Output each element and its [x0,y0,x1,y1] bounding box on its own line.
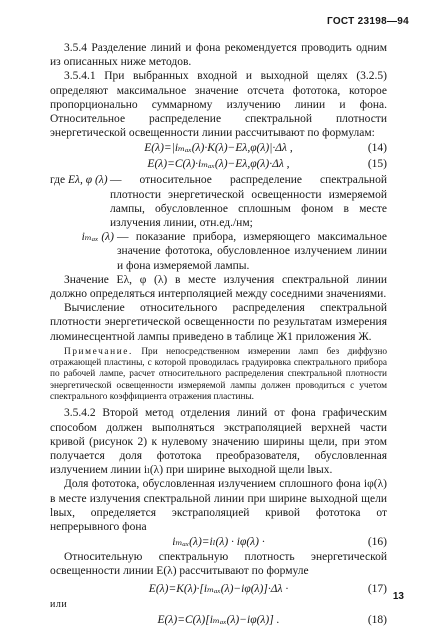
or-conjunction: или [50,598,68,610]
formula-17-number: (17) [367,582,387,595]
formula-18-expr: E(λ)=C(λ)[iₘₐₓ(λ)−iφ(λ)] . [157,613,280,626]
standard-header: ГОСТ 23198—94 [326,16,409,27]
formula-14 [50,140,387,156]
paragraph-interpolation: Значение Eλ, φ (λ) в месте излучения спектральной линии должно определяться интерполяцией между соседними значениями. [50,273,387,301]
paragraph-calculation-reference: Вычисление относительного распределения спектральной плотности энергетической освещенности по результатам измерения люминесцентной лампы приведено в таблице Ж1 приложения Ж. [50,302,387,343]
definition-text: — относительное распределение спектральной плотности энергетической освещенности измеряемой лампы, обусловленное сплошным фоном в месте излучения линии, отн.ед./нм; [110,174,387,230]
document-body [50,41,387,628]
definition-e-lambda-phi [50,173,387,230]
formula-18-number: (18) [367,613,387,626]
section-3-5-4-1: 3.5.4.1 При выбранных входной и выходной щелях (3.2.5) определяют максимальное значение отсчета фототока, которое пропорционально суммарному излучению линии и фона. Относительное распределение спектральной плотности энергетической освещенности линии рассчитывают по формулам: [50,70,387,140]
note-text: При непосредственном измерении ламп без диффузно отражающей пластины, с которой проводилась градуировка спектрального прибора по рабочей лампе, расчет относительного распределения спектральной плотности энергетической освещенности измеряемой лампы должен проводиться с учетом спектрального коэффициента отражения пластины. [50,346,387,403]
definition-term: iₘₐₓ (λ) [81,231,114,244]
formula-16 [50,534,387,550]
section-3-5-4: 3.5.4 Разделение линий и фона рекомендуется проводить одним из описанных ниже методов. [50,42,387,69]
formula-14-number: (14) [367,142,387,155]
definitions [50,173,387,272]
definition-text: — показание прибора, измеряющего максимальное значение фототока, обусловленное излучением линии и фона измеряемой лампы. [117,231,387,272]
formula-17 [50,581,387,597]
formula-15-number: (15) [367,158,387,171]
formula-16-number: (16) [367,536,387,549]
paragraph-line-density: Относительную спектральную плотность энергетической освещенности линии E(λ) рассчитывают по формуле [50,551,387,578]
formula-15-expr: E(λ)=C(λ)·iₘₐₓ(λ)−Eλ,φ(λ)·Δλ , [147,158,290,171]
formula-18 [50,612,387,628]
definition-i-max [50,230,387,273]
note [50,347,387,403]
definition-term: где Eλ, φ (λ) [50,174,108,187]
formula-15 [50,156,387,172]
formula-14-expr: E(λ)=|iₘₐₓ(λ)·K(λ)−Eλ,φ(λ)|·Δλ , [144,142,293,155]
formula-17-expr: E(λ)=K(λ)·[iₘₐₓ(λ)−iφ(λ)]·Δλ · [148,582,289,595]
page-number: 13 [392,591,404,602]
note-label: Примечание. [64,346,133,357]
section-3-5-4-2: 3.5.4.2 Второй метод отделения линий от фона графическим способом должен выполняться экстраполяцией верхней части кривой (рисунок 2) к нулевому значению ширины щели, при этом получается доля фототока преобразователя, обусловленная излучением линии iₗ(λ) при ширине выходной щели lвых. [50,407,387,477]
formula-16-expr: iₘₐₓ(λ)=iₗ(λ) · iφ(λ) · [172,536,265,549]
paragraph-background-share: Доля фототока, обусловленная излучением сплошного фона iφ(λ) в месте излучения спектральной линии при ширине выходной щели lвых, определяется экстраполяцией кривой фототока от непрерывного фона [50,478,387,533]
